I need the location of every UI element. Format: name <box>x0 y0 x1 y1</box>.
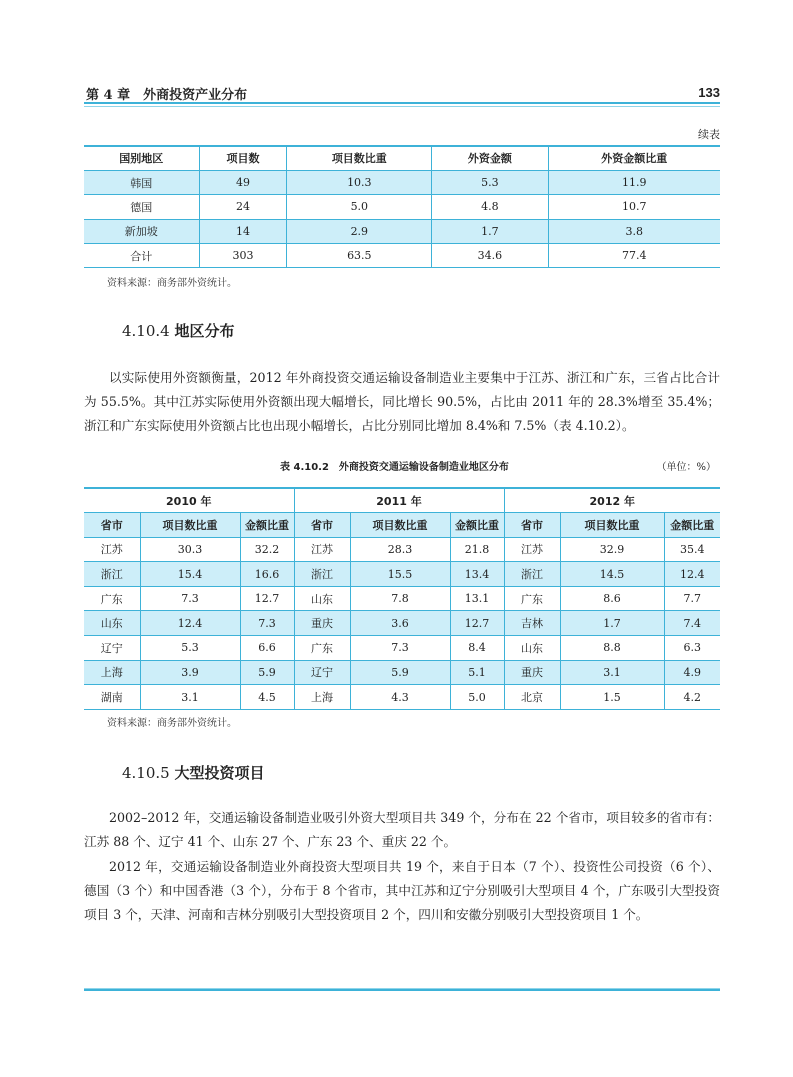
table-cell: 4.9 <box>664 660 720 685</box>
table-cell: 4.2 <box>664 685 720 710</box>
table-cell: 3.1 <box>140 685 240 710</box>
table-cell: 7.4 <box>664 611 720 636</box>
table-cell: 12.4 <box>140 611 240 636</box>
table-row-total <box>84 244 720 268</box>
column-header-row <box>84 513 720 538</box>
table-cell: 浙江 <box>100 568 123 582</box>
table-cell: 江苏 <box>294 537 350 562</box>
section-number: 4.10.4 <box>122 322 170 340</box>
column-header: 金额比重 <box>664 513 720 538</box>
table-cell: 16.6 <box>240 562 294 587</box>
table-cell: 6.6 <box>240 636 294 661</box>
table-cell: 30.3 <box>140 537 240 562</box>
column-header: 省市 <box>100 518 123 532</box>
table-row <box>84 685 720 710</box>
table-cell: 7.3 <box>350 636 450 661</box>
table-header-row <box>84 146 720 170</box>
section-title: 地区分布 <box>174 322 235 340</box>
table-cell: 12.7 <box>450 611 504 636</box>
chapter-title: 第 4 章 外商投资产业分布 <box>86 88 248 103</box>
table-cell: 77.4 <box>548 244 720 268</box>
page-number: 133 <box>698 85 720 100</box>
table-cell: 6.3 <box>664 636 720 661</box>
table-row <box>84 219 720 243</box>
table-cell: 合计 <box>130 249 153 263</box>
table-caption: 表 4.10.2 外商投资交通运输设备制造业地区分布 <box>280 462 509 473</box>
column-header: 项目数比重 <box>560 513 664 538</box>
table-cell: 山东 <box>100 617 123 631</box>
table-cell: 15.5 <box>350 562 450 587</box>
table-cell: 1.5 <box>560 685 664 710</box>
year-header-row <box>84 488 720 513</box>
table-cell: 15.4 <box>140 562 240 587</box>
section-heading <box>122 762 265 783</box>
table-cell: 北京 <box>504 685 560 710</box>
column-header: 外资金额比重 <box>548 146 720 170</box>
table-cell: 14.5 <box>560 562 664 587</box>
table-cell: 5.3 <box>432 170 548 194</box>
table-cell: 35.4 <box>664 537 720 562</box>
footer-rule <box>84 988 720 991</box>
table-cell: 4.8 <box>432 195 548 219</box>
table-row <box>84 636 720 661</box>
table-cell: 广东 <box>100 592 123 606</box>
table-cell: 5.1 <box>450 660 504 685</box>
table-cell: 5.9 <box>240 660 294 685</box>
table-cell: 上海 <box>100 666 123 680</box>
table-row <box>84 195 720 219</box>
country-table <box>84 145 720 268</box>
table-cell: 49 <box>199 170 287 194</box>
table-cell: 3.8 <box>548 219 720 243</box>
column-header: 国别地区 <box>119 152 164 166</box>
table-cell: 21.8 <box>450 537 504 562</box>
table-cell: 303 <box>199 244 287 268</box>
table-unit: （单位：%） <box>656 462 716 473</box>
table-cell: 5.3 <box>140 636 240 661</box>
table-cell: 浙江 <box>294 562 350 587</box>
table-cell: 63.5 <box>287 244 432 268</box>
table-cell: 新加坡 <box>124 225 158 239</box>
table-cell: 8.6 <box>560 586 664 611</box>
table-cell: 7.8 <box>350 586 450 611</box>
table-cell: 7.3 <box>140 586 240 611</box>
table-cell: 4.5 <box>240 685 294 710</box>
table-cell: 广东 <box>294 636 350 661</box>
table-cell: 8.8 <box>560 636 664 661</box>
table-cell: 14 <box>199 219 287 243</box>
section-heading <box>122 320 235 341</box>
table-row <box>84 660 720 685</box>
column-header: 项目数比重 <box>287 146 432 170</box>
section-title: 大型投资项目 <box>174 764 265 782</box>
body-paragraph: 2002–2012 年，交通运输设备制造业吸引外资大型项目共 349 个，分布在 22 个省市，项目较多的省市有：江苏 88 个、辽宁 41 个、山东 27 个、广东 23 个、重庆 22 个。 <box>84 810 720 849</box>
table-cell: 7.7 <box>664 586 720 611</box>
table-cell: 5.9 <box>350 660 450 685</box>
column-header: 金额比重 <box>240 513 294 538</box>
table-cell: 7.3 <box>240 611 294 636</box>
table-cell: 重庆 <box>504 660 560 685</box>
header-rule <box>84 106 720 107</box>
table-cell: 江苏 <box>100 543 123 557</box>
region-table <box>84 487 720 710</box>
body-paragraph: 以实际使用外资额衡量，2012 年外商投资交通运输设备制造业主要集中于江苏、浙江和广东，三省占比合计为 55.5%。其中江苏实际使用外资额出现大幅增长，同比增长 90.5%，占比由 2011 年的 28.3%增至 35.4%；浙江和广东实际使用外资额占比也出现小幅增长，占比分别同比增加 8.4%和 7.5%（表 4.10.2）。 <box>84 370 720 433</box>
table-cell: 2.9 <box>287 219 432 243</box>
table-cell: 12.4 <box>664 562 720 587</box>
column-header: 外资金额 <box>432 146 548 170</box>
table-cell: 1.7 <box>560 611 664 636</box>
table2-source-note: 资料来源：商务部外资统计。 <box>107 718 237 729</box>
table-cell: 12.7 <box>240 586 294 611</box>
year-header: 2011 年 <box>294 488 504 513</box>
table-cell: 5.0 <box>287 195 432 219</box>
year-header: 2012 年 <box>504 488 720 513</box>
table-cell: 浙江 <box>504 562 560 587</box>
table-cell: 3.1 <box>560 660 664 685</box>
table-row <box>84 537 720 562</box>
table-cell: 湖南 <box>100 691 123 705</box>
table-row <box>84 611 720 636</box>
table-cell: 32.9 <box>560 537 664 562</box>
table-cell: 广东 <box>504 586 560 611</box>
column-header: 项目数比重 <box>350 513 450 538</box>
table-cell: 34.6 <box>432 244 548 268</box>
table-cell: 1.7 <box>432 219 548 243</box>
table-cell: 辽宁 <box>100 641 123 655</box>
table-cell: 4.3 <box>350 685 450 710</box>
table-cell: 重庆 <box>294 611 350 636</box>
table-cell: 辽宁 <box>294 660 350 685</box>
table-cell: 山东 <box>504 636 560 661</box>
table-cell: 10.7 <box>548 195 720 219</box>
table-cell: 10.3 <box>287 170 432 194</box>
continued-table-label: 续表 <box>698 128 720 141</box>
table-cell: 韩国 <box>130 176 153 190</box>
table-cell: 8.4 <box>450 636 504 661</box>
table-cell: 28.3 <box>350 537 450 562</box>
table-cell: 3.6 <box>350 611 450 636</box>
column-header: 金额比重 <box>450 513 504 538</box>
table-cell: 13.1 <box>450 586 504 611</box>
table-cell: 13.4 <box>450 562 504 587</box>
body-paragraph: 2012 年，交通运输设备制造业外商投资大型项目共 19 个，来自于日本（7 个）、投资性公司投资（6 个）、德国（3 个）和中国香港（3 个），分布于 8 个省市，其中江苏和辽宁分别吸引大型项目 4 个，广东吸引大型投资项目 3 个，天津、河南和吉林分别吸引大型投资项目 2 个，四川和安徽分别吸引大型投资项目 1 个。 <box>84 859 720 922</box>
column-header: 项目数 <box>199 146 287 170</box>
column-header: 省市 <box>294 513 350 538</box>
table-row <box>84 562 720 587</box>
year-header: 2010 年 <box>166 494 212 508</box>
table-cell: 德国 <box>130 200 153 214</box>
page-header <box>84 82 720 104</box>
table-cell: 11.9 <box>548 170 720 194</box>
column-header: 省市 <box>504 513 560 538</box>
table-cell: 江苏 <box>504 537 560 562</box>
column-header: 项目数比重 <box>140 513 240 538</box>
table-cell: 吉林 <box>504 611 560 636</box>
table-cell: 5.0 <box>450 685 504 710</box>
section-number: 4.10.5 <box>122 764 170 782</box>
table-cell: 3.9 <box>140 660 240 685</box>
table-cell: 32.2 <box>240 537 294 562</box>
table-cell: 山东 <box>294 586 350 611</box>
table-cell: 上海 <box>294 685 350 710</box>
table1-source-note: 资料来源：商务部外资统计。 <box>107 278 237 289</box>
table-row <box>84 170 720 194</box>
table-cell: 24 <box>199 195 287 219</box>
table-row <box>84 586 720 611</box>
